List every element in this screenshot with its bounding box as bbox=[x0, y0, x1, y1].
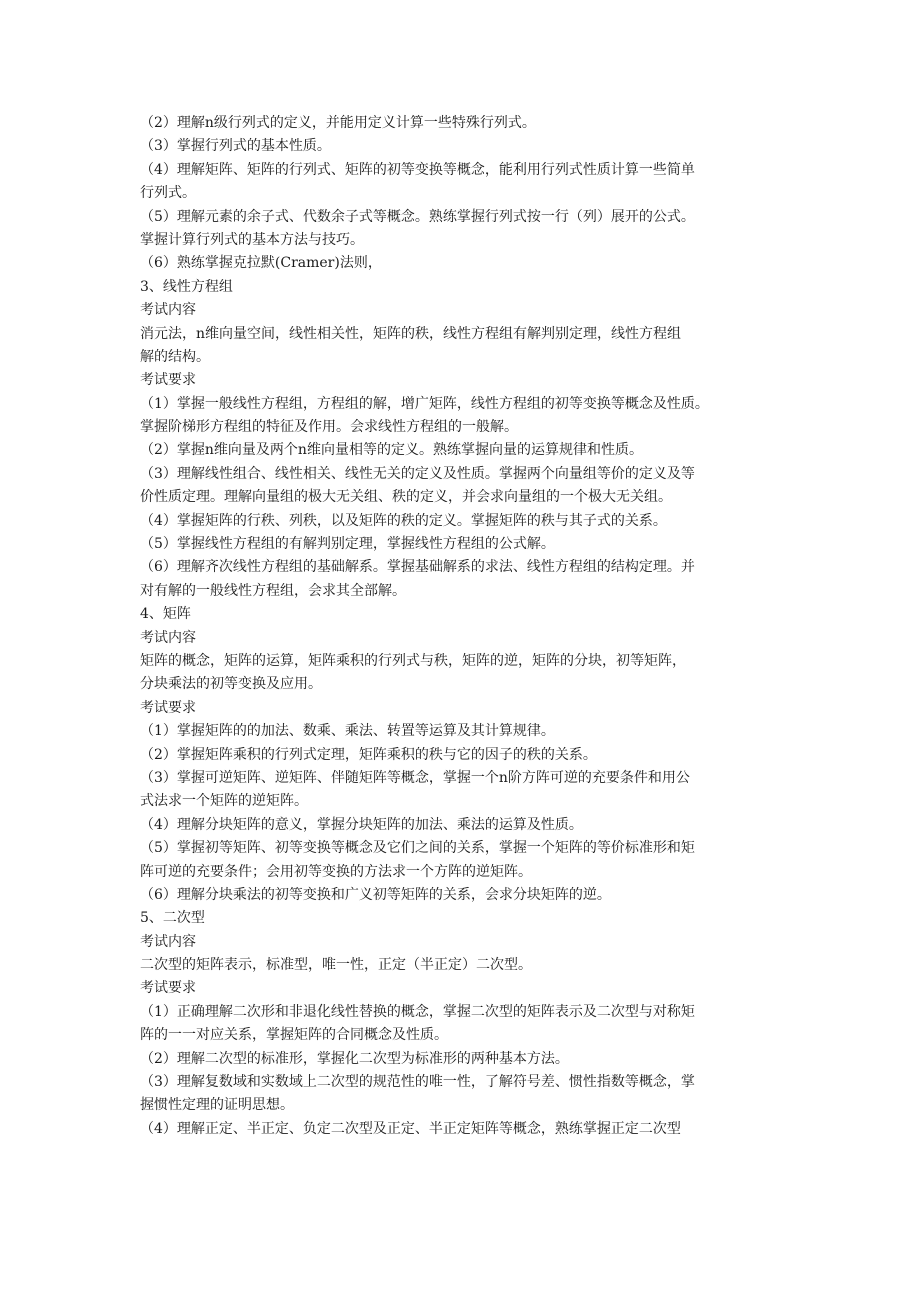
text-line: （3）掌握可逆矩阵、逆矩阵、伴随矩阵等概念，掌握一个n阶方阵可逆的充要条件和用公 bbox=[140, 769, 690, 786]
text-line: 对有解的一般线性方程组，会求其全部解。 bbox=[140, 582, 406, 599]
section-heading: 5、二次型 bbox=[140, 910, 205, 927]
text-line: 分块乘法的初等变换及应用。 bbox=[140, 676, 322, 693]
text-line: 阵的一一对应关系，掌握矩阵的合同概念及性质。 bbox=[140, 1027, 448, 1044]
text-line: （3）理解复数域和实数域上二次型的规范性的唯一性，了解符号差、惯性指数等概念，掌 bbox=[140, 1074, 695, 1091]
text-line: 掌握计算行列式的基本方法与技巧。 bbox=[140, 231, 364, 248]
document-body bbox=[140, 112, 820, 1141]
text-line: （3）理解线性组合、线性相关、线性无关的定义及性质。掌握两个向量组等价的定义及等 bbox=[140, 465, 695, 482]
text-line: 解的结构。 bbox=[140, 348, 210, 365]
text-line: 式法求一个矩阵的逆矩阵。 bbox=[140, 793, 308, 810]
section-heading: 3、线性方程组 bbox=[140, 278, 233, 295]
text-line: （2）掌握矩阵乘积的行列式定理，矩阵乘积的秩与它的因子的秩的关系。 bbox=[140, 746, 597, 763]
text-line: （2）掌握n维向量及两个n维向量相等的定义。熟练掌握向量的运算规律和性质。 bbox=[140, 442, 643, 459]
text-line: （4）掌握矩阵的行秩、列秩，以及矩阵的秩的定义。掌握矩阵的秩与其子式的关系。 bbox=[140, 512, 667, 529]
text-line: （1）正确理解二次形和非退化线性替换的概念，掌握二次型的矩阵表示及二次型与对称矩 bbox=[140, 1003, 695, 1020]
subheading: 考试要求 bbox=[140, 980, 196, 997]
subheading: 考试内容 bbox=[140, 933, 196, 950]
text-line: （1）掌握一般线性方程组，方程组的解，增广矩阵，线性方程组的初等变换等概念及性质。 bbox=[140, 395, 709, 412]
subheading: 考试要求 bbox=[140, 699, 196, 716]
text-line: 阵可逆的充要条件；会用初等变换的方法求一个方阵的逆矩阵。 bbox=[140, 863, 532, 880]
text-line: 行列式。 bbox=[140, 185, 196, 202]
subheading: 考试要求 bbox=[140, 372, 196, 389]
text-line: （5）掌握初等矩阵、初等变换等概念及它们之间的关系，掌握一个矩阵的等价标准形和矩 bbox=[140, 840, 695, 857]
text-line: 掌握阶梯形方程组的特征及作用。会求线性方程组的一般解。 bbox=[140, 419, 518, 436]
text-line: （6）理解齐次线性方程组的基础解系。掌握基础解系的求法、线性方程组的结构定理。并 bbox=[140, 559, 695, 576]
text-line: 二次型的矩阵表示，标准型，唯一性，正定（半正定）二次型。 bbox=[140, 957, 532, 974]
text-line: （1）掌握矩阵的的加法、数乘、乘法、转置等运算及其计算规律。 bbox=[140, 723, 555, 740]
section-heading: 4、矩阵 bbox=[140, 606, 191, 623]
text-line: （4）理解正定、半正定、负定二次型及正定、半正定矩阵等概念，熟练掌握正定二次型 bbox=[140, 1120, 681, 1137]
text-line: （4）理解矩阵、矩阵的行列式、矩阵的初等变换等概念，能利用行列式性质计算一些简单 bbox=[140, 161, 695, 178]
text-line: （6）熟练掌握克拉默(Cramer)法则， bbox=[140, 255, 382, 272]
text-line: （5）掌握线性方程组的有解判别定理，掌握线性方程组的公式解。 bbox=[140, 536, 555, 553]
subheading: 考试内容 bbox=[140, 302, 196, 319]
text-line: （6）理解分块乘法的初等变换和广义初等矩阵的关系，会求分块矩阵的逆。 bbox=[140, 886, 611, 903]
text-line: （2）理解n级行列式的定义，并能用定义计算一些特殊行列式。 bbox=[140, 115, 536, 131]
text-line: （3）掌握行列式的基本性质。 bbox=[140, 138, 331, 155]
text-line: 握惯性定理的证明思想。 bbox=[140, 1097, 294, 1114]
text-line: （2）理解二次型的标准形，掌握化二次型为标准形的两种基本方法。 bbox=[140, 1050, 569, 1067]
subheading: 考试内容 bbox=[140, 629, 196, 646]
text-line: （5）理解元素的余子式、代数余子式等概念。熟练掌握行列式按一行（列）展开的公式。 bbox=[140, 208, 695, 225]
text-line: 价性质定理。理解向量组的极大无关组、秩的定义，并会求向量组的一个极大无关组。 bbox=[140, 489, 672, 506]
text-line: （4）理解分块矩阵的意义，掌握分块矩阵的加法、乘法的运算及性质。 bbox=[140, 816, 583, 833]
text-line: 消元法，n维向量空间，线性相关性，矩阵的秩，线性方程组有解判别定理，线性方程组 bbox=[140, 325, 682, 342]
text-line: 矩阵的概念，矩阵的运算，矩阵乘积的行列式与秩，矩阵的逆，矩阵的分块，初等矩阵， bbox=[140, 652, 686, 669]
